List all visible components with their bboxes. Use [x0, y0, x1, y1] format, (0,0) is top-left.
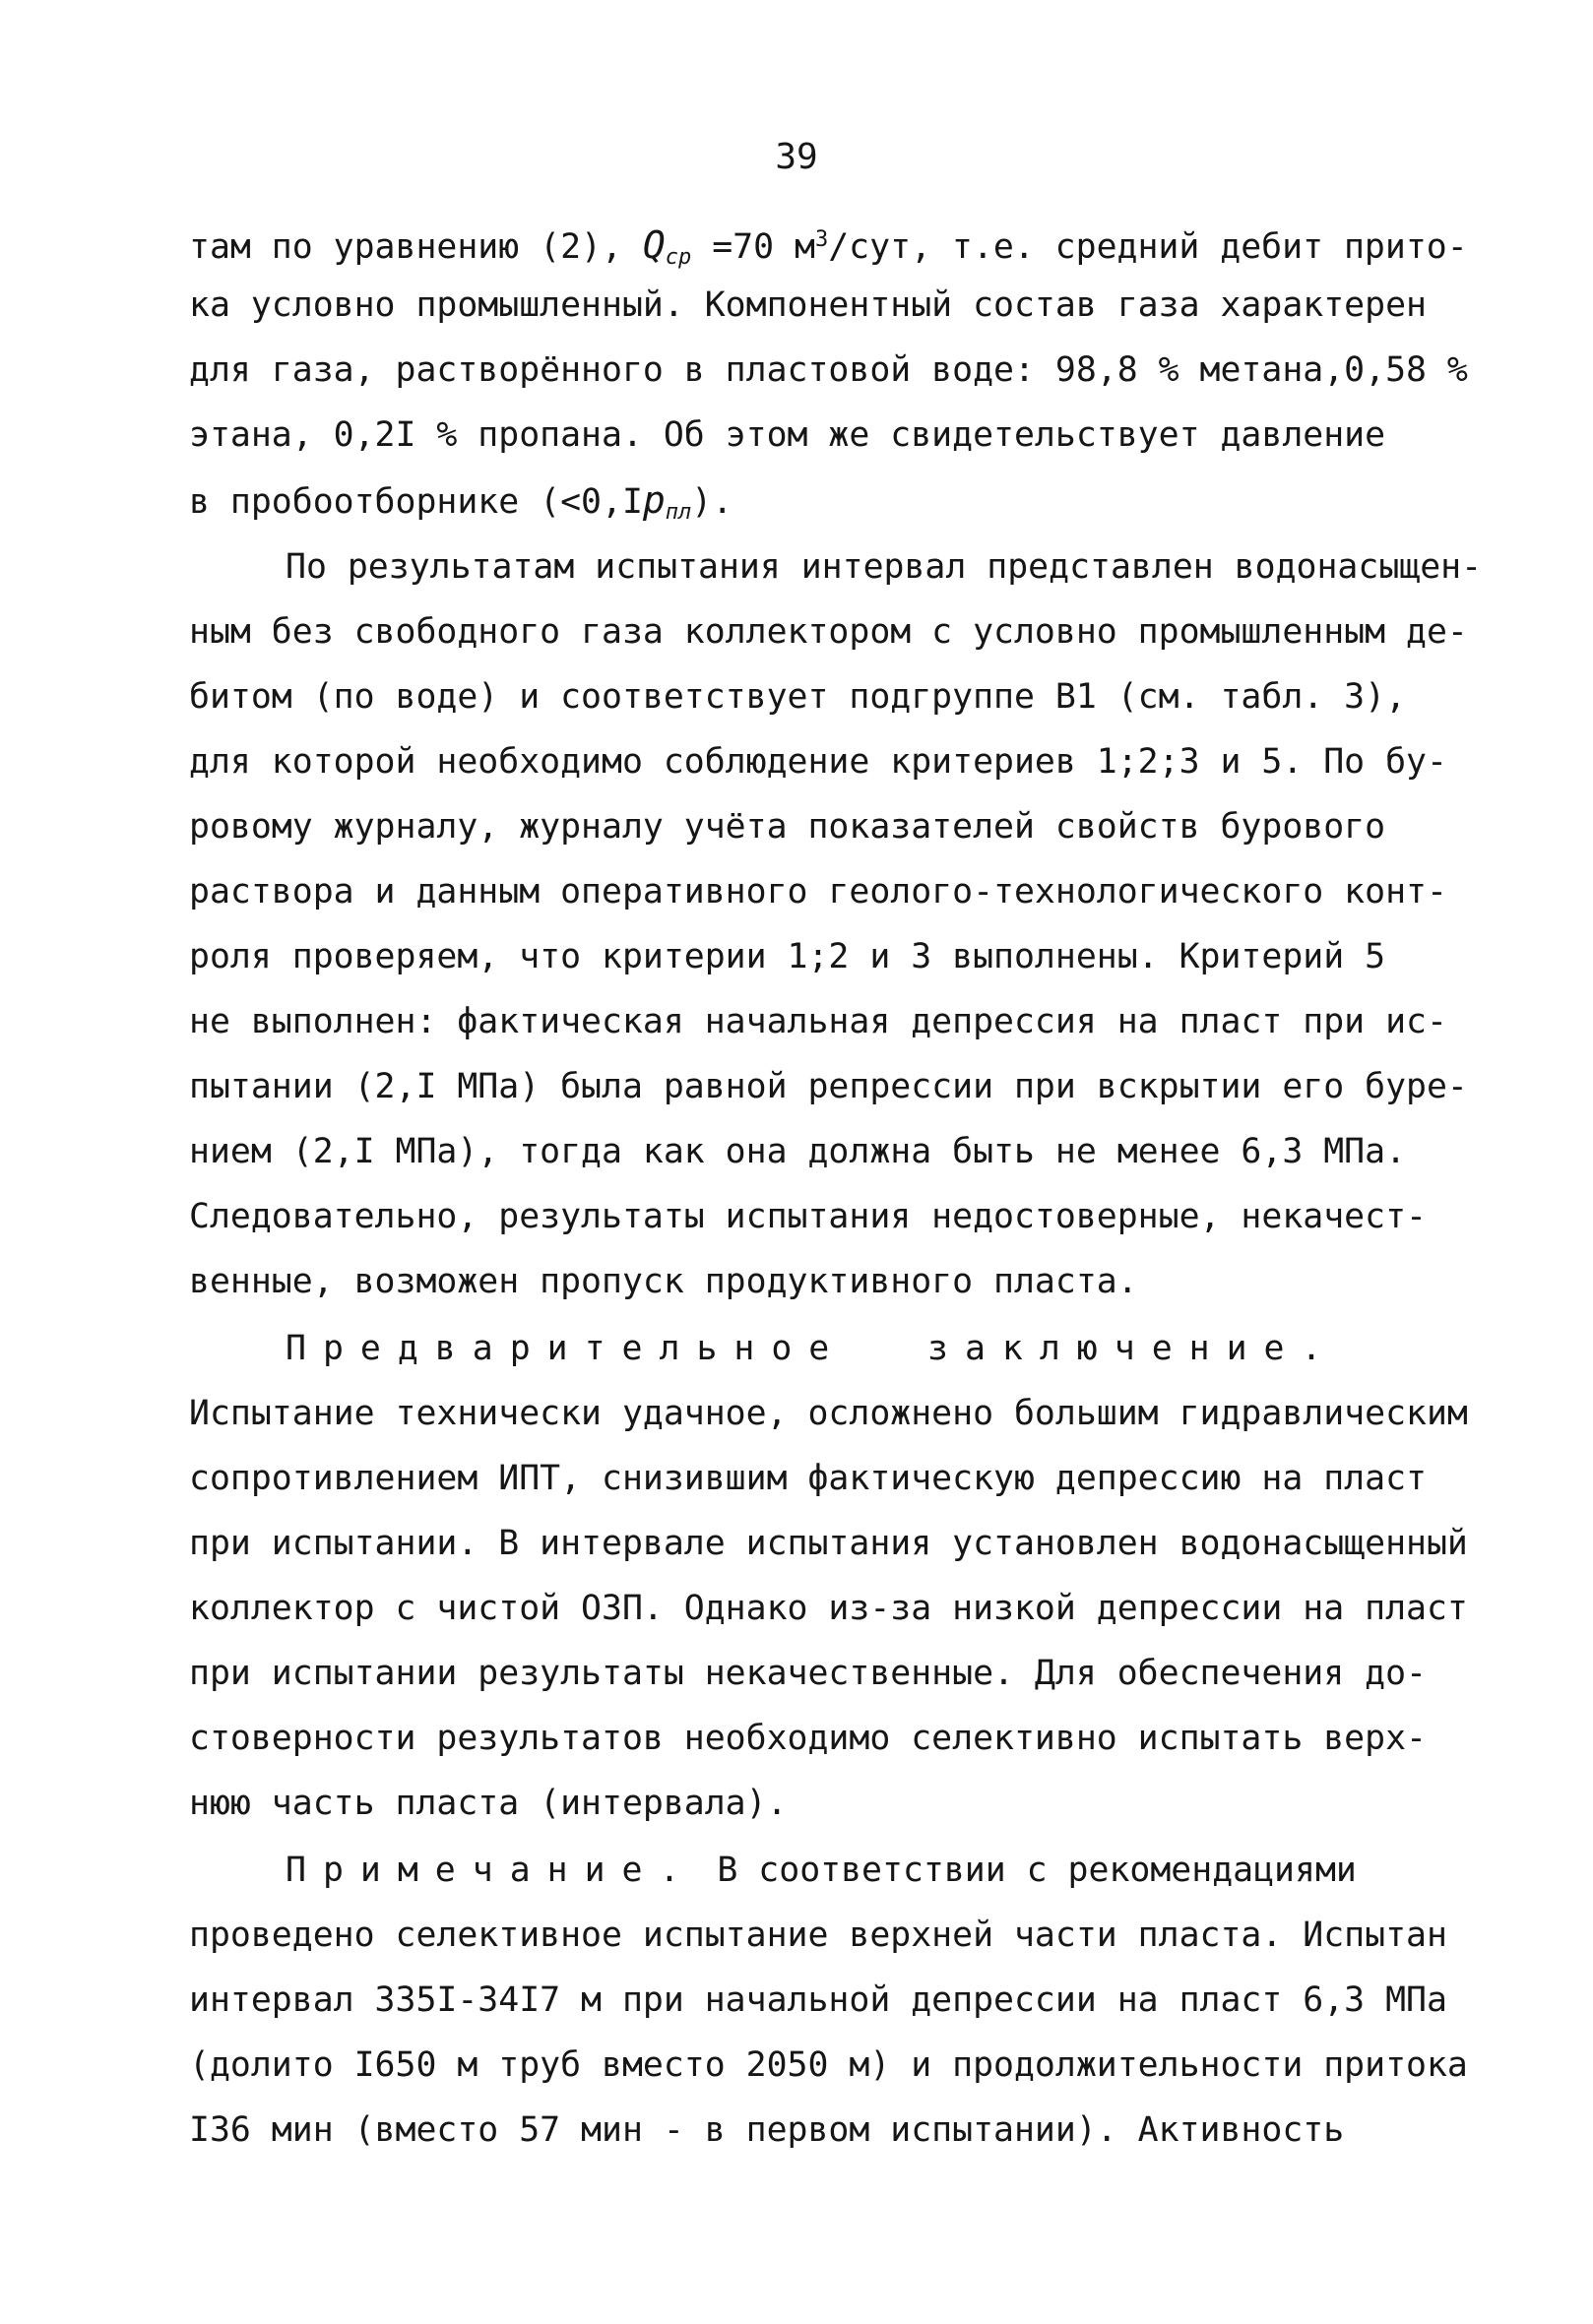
- formula-symbol: Q: [642, 223, 666, 267]
- text-segment: В соответствии с рекомендациями: [696, 1851, 1357, 1890]
- text-line: стоверности результатов необходимо селективно испытать верх-: [189, 1719, 1427, 1758]
- text-line: нюю часть пласта (интервала).: [189, 1784, 788, 1823]
- formula-symbol: p: [642, 478, 666, 522]
- text-segment: в пробоотборнике (<0,I: [189, 482, 643, 522]
- text-line: проведено селективное испытание верхней части пласта. Испытан: [189, 1916, 1447, 1955]
- text-line: для которой необходимо соблюдение критериев 1;2;3 и 5. По бу-: [189, 742, 1447, 782]
- note-heading: Примечание.: [286, 1851, 697, 1890]
- text-line: роля проверяем, что критерии 1;2 и 3 выполнены. Критерий 5: [189, 937, 1386, 976]
- text-line: раствора и данным оперативного геолого-технологического конт-: [189, 872, 1447, 911]
- text-line: при испытании результаты некачественные. Для обеспечения до-: [189, 1654, 1427, 1693]
- text-line: при испытании. В интервале испытания установлен водонасыщенный: [189, 1524, 1468, 1563]
- text-line: ровому журналу, журналу учёта показателей свойств бурового: [189, 807, 1386, 847]
- text-line: не выполнен: фактическая начальная депрессия на пласт при ис-: [189, 1002, 1447, 1041]
- text-line: интервал 335I-34I7 м при начальной депрессии на пласт 6,3 МПа: [189, 1980, 1447, 2020]
- formula-subscript: пл: [665, 500, 692, 525]
- text-segment: =70 м: [691, 227, 815, 267]
- text-line: венные, возможен пропуск продуктивного пласта.: [189, 1262, 1138, 1301]
- text-line: I36 мин (вместо 57 мин - в первом испытании). Активность: [189, 2110, 1345, 2150]
- section-heading: [286, 1327, 1339, 1370]
- text-line: ным без свободного газа коллектором с условно промышленным де-: [189, 612, 1468, 652]
- text-line: [189, 478, 733, 525]
- text-line: ка условно промышленный. Компонентный состав газа характерен: [189, 285, 1427, 325]
- text-segment: /сут, т.е. средний дебит прито-: [828, 227, 1468, 267]
- text-segment: там по уравнению (2),: [189, 227, 643, 267]
- text-line: По результатам испытания интервал представлен водонасыщен-: [286, 547, 1483, 587]
- heading-word: заключение.: [927, 1329, 1339, 1368]
- formula-subscript: ср: [665, 245, 692, 270]
- text-line: битом (по воде) и соответствует подгруппе B1 (см. табл. 3),: [189, 677, 1407, 717]
- text-line: коллектор с чистой ОЗП. Однако из-за низкой депрессии на пласт: [189, 1589, 1468, 1628]
- text-line: пытании (2,I МПа) была равной репрессии при вскрытии его буре-: [189, 1067, 1468, 1106]
- text-segment: ).: [691, 482, 733, 522]
- text-line: нием (2,I МПа), тогда как она должна быть не менее 6,3 МПа.: [189, 1132, 1407, 1171]
- heading-word: Предварительное: [286, 1329, 847, 1368]
- text-line: для газа, растворённого в пластовой воде: 98,8 % метана,0,58 %: [189, 350, 1468, 390]
- text-line: [189, 219, 1468, 270]
- superscript: 3: [814, 227, 829, 252]
- page-number: 39: [775, 137, 818, 177]
- text-line: Испытание технически удачное, осложнено большим гидравлическим: [189, 1394, 1468, 1433]
- text-line: этана, 0,2I % пропана. Об этом же свидетельствует давление: [189, 415, 1386, 455]
- text-line: (долито I650 м труб вместо 2050 м) и продолжительности притока: [189, 2045, 1468, 2085]
- text-line: сопротивлением ИПТ, снизившим фактическую депрессию на пласт: [189, 1459, 1427, 1498]
- note-line: [286, 1849, 1357, 1892]
- text-line: Следовательно, результаты испытания недостоверные, некачест-: [189, 1197, 1427, 1236]
